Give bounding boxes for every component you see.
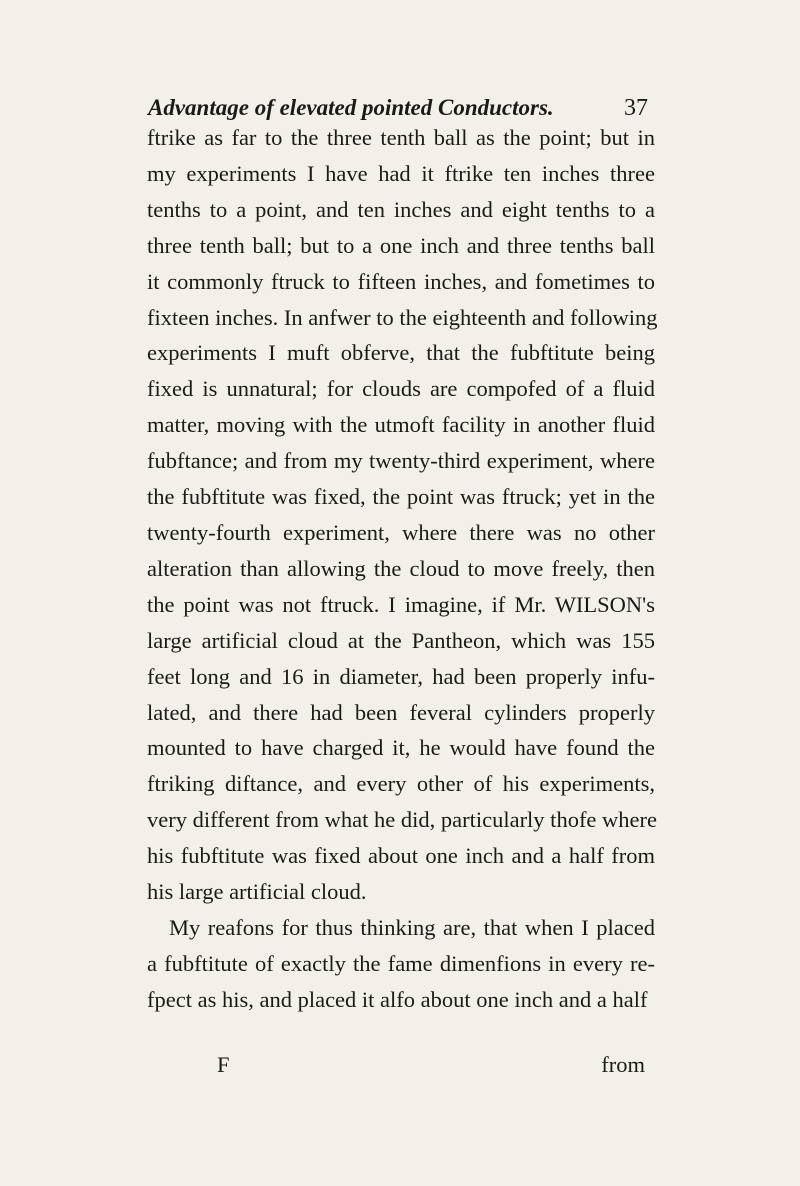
- text-line: my experiments I have had it ftrike ten inches three: [147, 160, 655, 186]
- page-number: 37: [624, 95, 648, 121]
- body-text: [147, 120, 658, 1018]
- text-line: his large artificial cloud.: [147, 879, 367, 905]
- text-line: mounted to have charged it, he would have found the: [147, 735, 655, 761]
- text-line: matter, moving with the utmoft facility in another fluid: [147, 412, 655, 438]
- text-line: feet long and 16 in diameter, had been properly infu-: [147, 663, 655, 689]
- text-line: twenty-fourth experiment, where there was no other: [147, 519, 655, 545]
- catchword: from: [601, 1052, 645, 1077]
- text-line: three tenth ball; but to a one inch and three tenths ball: [147, 232, 655, 258]
- text-line: it commonly ftruck to fifteen inches, and fometimes to: [147, 268, 655, 294]
- text-line: fixteen inches. In anfwer to the eighteenth and following: [147, 304, 658, 330]
- text-line: his fubftitute was fixed about one inch and a half from: [147, 843, 655, 869]
- text-line: very different from what he did, particularly thofe where: [147, 807, 658, 833]
- text-line: lated, and there had been feveral cylinders properly: [147, 699, 655, 725]
- text-line: tenths to a point, and ten inches and eight tenths to a: [147, 196, 655, 222]
- text-line: large artificial cloud at the Pantheon, which was 155: [147, 627, 655, 653]
- page-footer: [147, 1052, 655, 1078]
- text-line: fpect as his, and placed it alfo about one inch and a half: [147, 986, 648, 1012]
- text-line: experiments I muft obferve, that the fubftitute being: [147, 340, 655, 366]
- text-line: the point was not ftruck. I imagine, if Mr. WILSON's: [147, 591, 655, 617]
- signature-mark: F: [217, 1052, 230, 1077]
- text-line: ftrike as far to the three tenth ball as the point; but in: [147, 125, 655, 150]
- text-line: fubftance; and from my twenty-third experiment, where: [147, 448, 655, 474]
- text-line: a fubftitute of exactly the fame dimenfions in every re-: [147, 950, 655, 976]
- running-title: Advantage of elevated pointed Conductors.: [148, 95, 554, 120]
- text-line: alteration than allowing the cloud to move freely, then: [147, 555, 655, 581]
- running-header: [148, 95, 648, 122]
- text-line: My reafons for thus thinking are, that when I placed: [169, 914, 655, 940]
- text-line: ftriking diftance, and every other of his experiments,: [147, 771, 655, 797]
- text-line: fixed is unnatural; for clouds are compofed of a fluid: [147, 376, 655, 402]
- text-line: the fubftitute was fixed, the point was ftruck; yet in the: [147, 484, 655, 510]
